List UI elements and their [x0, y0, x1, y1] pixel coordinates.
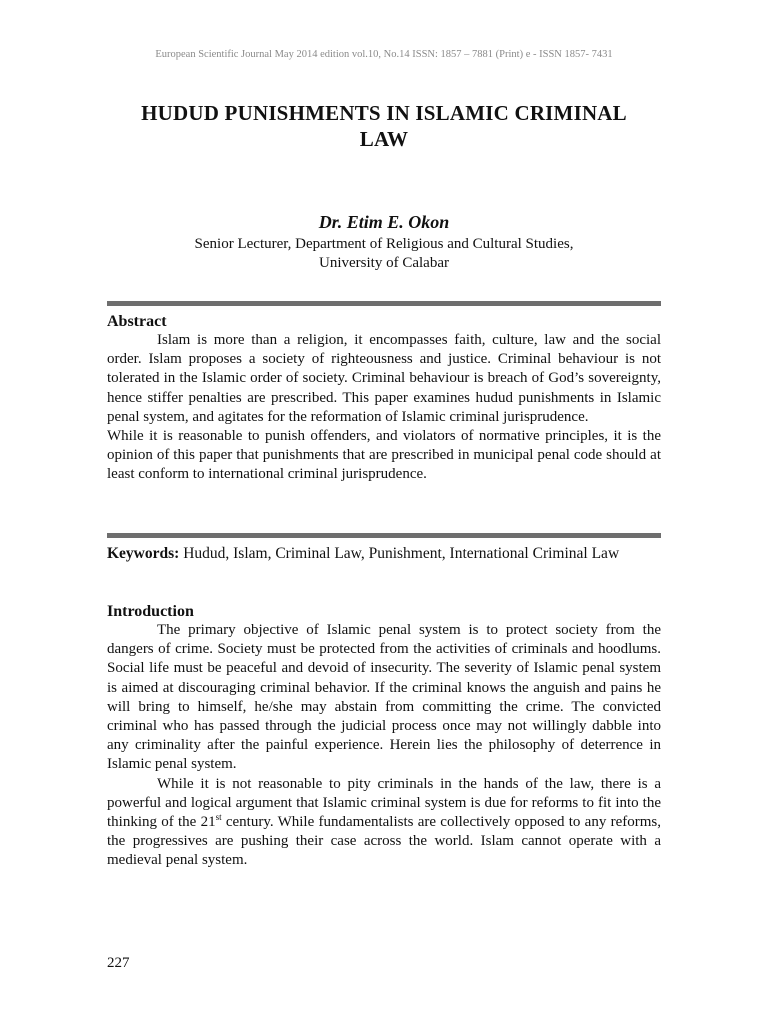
page-number: 227 [107, 955, 130, 971]
introduction-heading: Introduction [107, 603, 194, 620]
abstract-heading: Abstract [107, 313, 167, 330]
author-name: Dr. Etim E. Okon [318, 212, 450, 232]
keywords-text: Hudud, Islam, Criminal Law, Punishment, International Criminal Law [179, 545, 620, 562]
title-line-1: HUDUD PUNISHMENTS IN ISLAMIC CRIMINAL [141, 101, 627, 125]
title-line-2: LAW [359, 127, 409, 151]
introduction-paragraph-1: The primary objective of Islamic penal system is to protect society from the dangers of crime. Society must be protected from the activities of criminals and hoodlums. Social life must be peaceful and devoid of insecurity. The severity of Islamic penal system is aimed at discouraging criminal behavior. If the criminal knows the anguish and pains he will bring to himself, he/she may abstain from committing the crime. The convicted criminal who has passed through the judicial process once may not willingly dabble into any criminality after the painful experience. Herein lies the philosophy of deterrence in Islamic penal system. [107, 622, 661, 773]
paper-title [100, 100, 668, 152]
ordinal-superscript: st [215, 812, 222, 823]
affiliation-line-2: University of Calabar [319, 255, 449, 271]
abstract-bottom-rule [107, 533, 661, 538]
abstract-paragraph-2: While it is reasonable to punish offenders, and violators of normative principles, it is the opinion of this paper that punishments that are prescribed in municipal penal code should at least conform to international criminal jurisprudence. [107, 428, 661, 483]
introduction-paragraph-2-part-b: century. While fundamentalists are collectively opposed to any reforms, the progressives are pushing their case across the world. Islam cannot operate with a medieval penal system. [107, 814, 661, 869]
keywords [107, 544, 661, 563]
affiliation-line-1: Senior Lecturer, Department of Religious and Cultural Studies, [194, 236, 574, 252]
introduction-paragraph-2-part-a: While it is not reasonable to pity criminals in the hands of the law, there is a powerful and logical argument that Islamic criminal system is due for reforms to fit into the thinking of the 21 [107, 775, 661, 831]
abstract-top-rule [107, 301, 661, 306]
abstract-paragraph-1: Islam is more than a religion, it encompasses faith, culture, law and the social order. Islam proposes a society of righteousness and justice. Criminal behaviour is not tolerated in the Islamic order of society. Criminal behaviour is breach of God’s sovereignty, hence stiffer penalties are prescribed. This paper examines hudud punishments in Islamic penal system, and agitates for the reformation of Islamic criminal jurisprudence. [107, 332, 661, 425]
introduction-paragraph-2 [107, 775, 661, 871]
introduction-body [107, 621, 661, 871]
running-header: European Scientific Journal May 2014 edition vol.10, No.14 ISSN: 1857 – 7881 (Print) e - ISSN 1857- 7431 [155, 49, 613, 60]
keywords-label: Keywords: [107, 545, 180, 562]
author-affiliation [0, 235, 768, 273]
abstract-body [107, 331, 661, 485]
